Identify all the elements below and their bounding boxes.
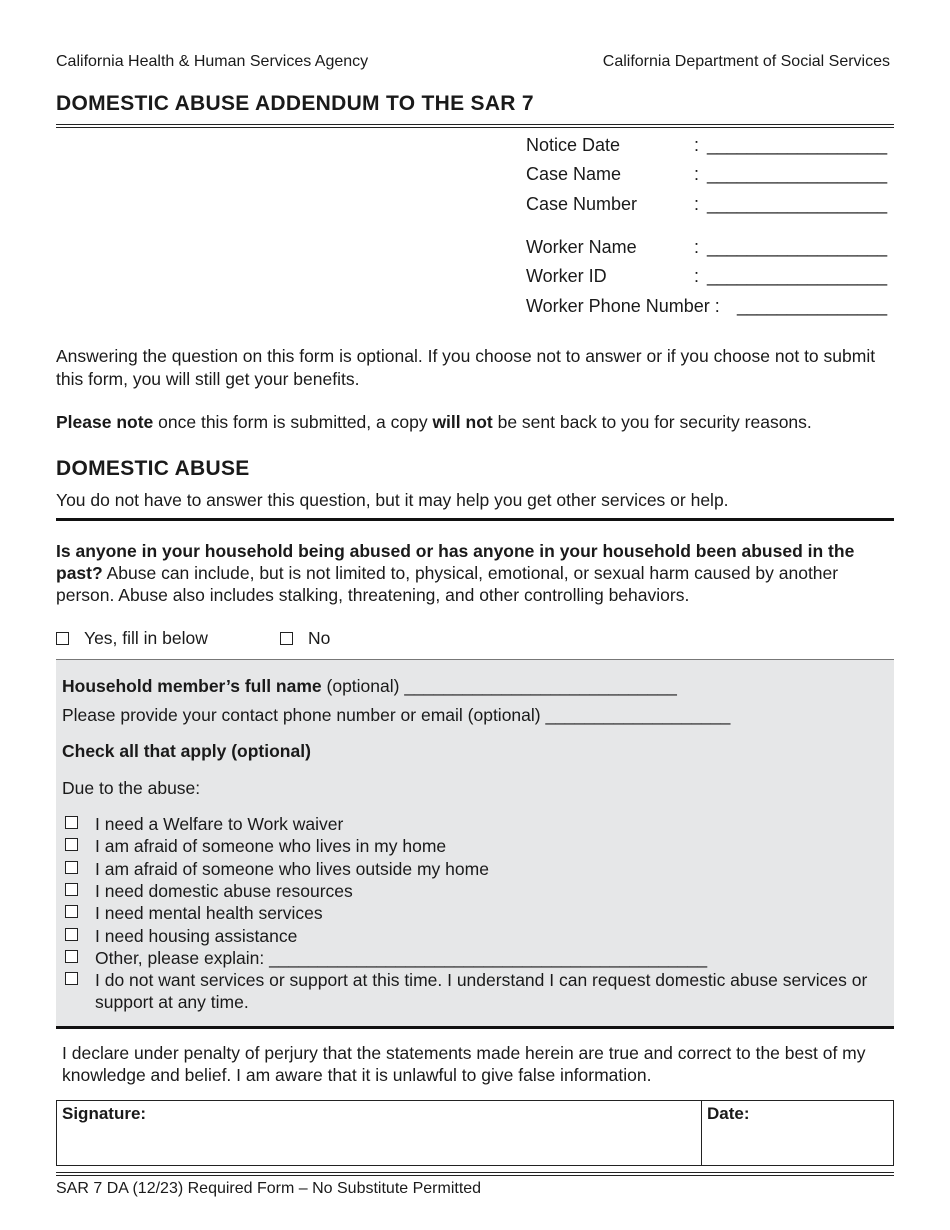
security-note — [56, 411, 896, 434]
member-name-field[interactable] — [62, 675, 882, 698]
checkbox[interactable] — [65, 928, 78, 941]
option-label: I do not want services or support at this time. I understand I can request domestic abuse services or support at any time. — [95, 970, 868, 1012]
colon: : — [694, 164, 700, 184]
checkbox[interactable] — [65, 861, 78, 874]
signature-label: Signature: — [62, 1104, 147, 1123]
case-number-label: Case Number — [526, 194, 638, 214]
worker-phone-blank[interactable]: _______________ — [737, 296, 888, 316]
due-to-abuse: Due to the abuse: — [62, 778, 201, 798]
abuse-question — [56, 540, 886, 606]
section-divider — [56, 518, 894, 521]
yes-checkbox[interactable] — [56, 632, 69, 645]
checkbox[interactable] — [65, 883, 78, 896]
note-text-2: be sent back to you for security reasons. — [492, 412, 812, 432]
domestic-abuse-subtext: You do not have to answer this question, but it may help you get other services or help. — [56, 490, 729, 510]
colon: : — [694, 135, 700, 155]
date-label: Date: — [707, 1104, 750, 1123]
note-text-1: once this form is submitted, a copy — [153, 412, 433, 432]
form-footer: SAR 7 DA (12/23) Required Form – No Substitute Permitted — [56, 1180, 482, 1197]
colon: : — [694, 194, 700, 214]
abuse-question-text: Abuse can include, but is not limited to, physical, emotional, or sexual harm caused by another person. Abuse also includes stalking, threatening, and other controlling behaviors. — [56, 563, 839, 605]
member-name-bold: Household member’s full name — [62, 676, 322, 696]
option-label: I need housing assistance — [95, 926, 298, 946]
optional-notice: Answering the question on this form is optional. If you choose not to answer or if you choose not to submit this form, you will still get your benefits. — [56, 346, 876, 389]
worker-id-blank[interactable]: __________________ — [707, 266, 888, 286]
title-double-rule — [56, 124, 894, 128]
option-label: Other, please explain: _____________________________________________ — [95, 948, 708, 968]
option-label: I am afraid of someone who lives in my home — [95, 836, 447, 856]
checkbox[interactable] — [65, 972, 78, 985]
perjury-declaration: I declare under penalty of perjury that the statements made herein are true and correct to the best of my knowledge and belief. I am aware that it is unlawful to give false information. — [62, 1043, 866, 1085]
panel-bottom-divider — [56, 1026, 894, 1029]
option-label: I need domestic abuse resources — [95, 881, 353, 901]
worker-id-label: Worker ID — [526, 266, 607, 286]
notice-date-label: Notice Date — [526, 135, 621, 155]
option-label: I need a Welfare to Work waiver — [95, 814, 344, 834]
checkbox[interactable] — [65, 838, 78, 851]
worker-name-blank[interactable]: __________________ — [707, 237, 888, 257]
check-all-heading: Check all that apply (optional) — [62, 741, 311, 761]
agency-name-right: California Department of Social Services — [602, 53, 890, 70]
contact-field[interactable]: Please provide your contact phone number or email (optional) ___________________ — [62, 705, 731, 725]
option-label: I need mental health services — [95, 903, 323, 923]
option-label: I am afraid of someone who lives outside my home — [95, 859, 489, 879]
case-number-blank[interactable]: __________________ — [707, 194, 888, 214]
worker-phone-label: Worker Phone Number : — [526, 296, 720, 316]
agency-name-left: California Health & Human Services Agency — [56, 53, 369, 70]
signature-box[interactable] — [56, 1100, 894, 1166]
member-name-text: (optional) ____________________________ — [321, 676, 677, 696]
will-not-bold: will not — [432, 412, 493, 432]
case-name-blank[interactable]: __________________ — [707, 164, 888, 184]
worker-name-label: Worker Name — [526, 237, 637, 257]
case-name-label: Case Name — [526, 164, 622, 184]
form-title: DOMESTIC ABUSE ADDENDUM TO THE SAR 7 — [56, 92, 534, 115]
checkbox[interactable] — [65, 950, 78, 963]
checkbox[interactable] — [65, 816, 78, 829]
footer-double-rule — [56, 1172, 894, 1176]
notice-date-blank[interactable]: __________________ — [707, 135, 888, 155]
no-label: No — [308, 628, 331, 648]
colon: : — [694, 266, 700, 286]
colon: : — [694, 237, 700, 257]
please-note-bold: Please note — [56, 412, 154, 432]
signature-date-divider — [701, 1100, 702, 1166]
no-checkbox[interactable] — [280, 632, 293, 645]
domestic-abuse-heading: DOMESTIC ABUSE — [56, 457, 250, 480]
yes-label: Yes, fill in below — [84, 628, 208, 648]
checkbox[interactable] — [65, 905, 78, 918]
abuse-question-bold: Is anyone in your household being abused or has anyone in your household been abused in the past? — [56, 541, 855, 583]
